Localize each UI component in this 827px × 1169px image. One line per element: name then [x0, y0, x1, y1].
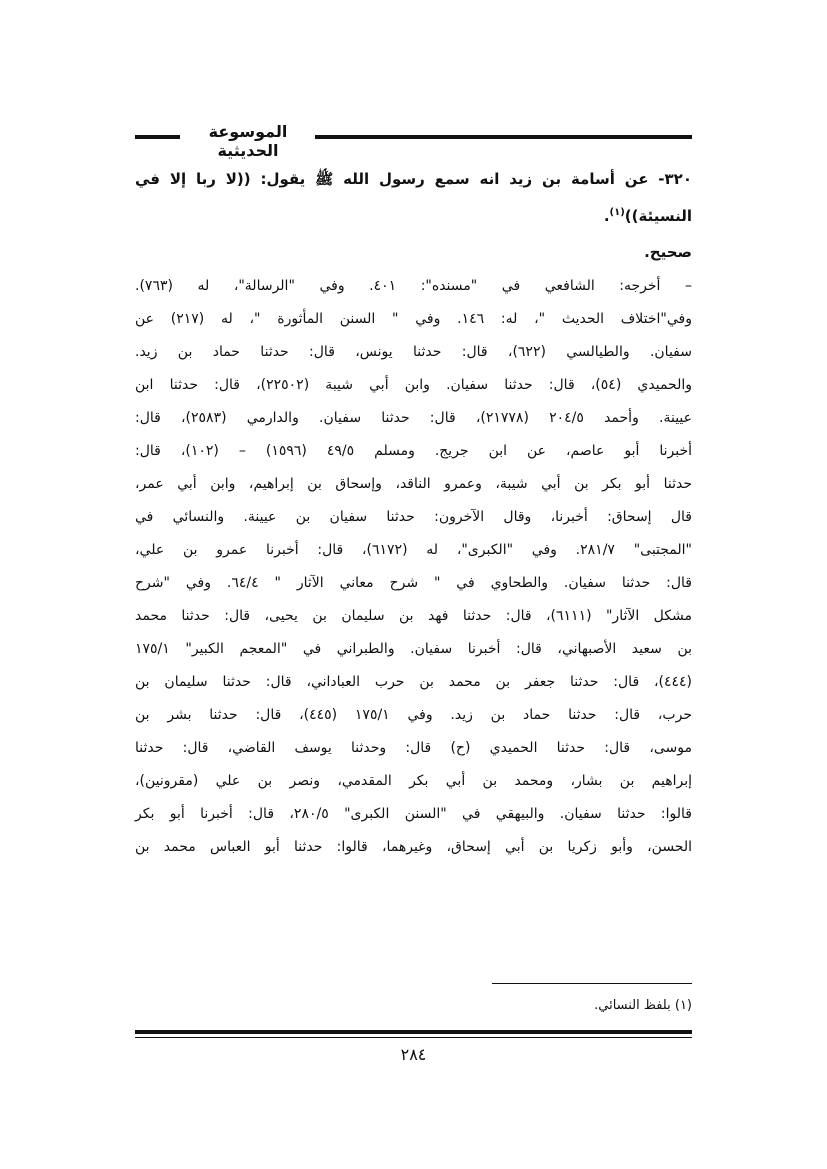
hadith-line-2	[135, 196, 692, 233]
footnote-ref: (١)	[609, 207, 625, 218]
running-header	[135, 122, 692, 160]
body-line: عيينة. وأحمد ٢٠٤/٥ (٢١٧٧٨)، قال: حدثنا سفيان. والدارمي (٢٥٨٣)، قال:	[135, 410, 692, 426]
body-line: "المجتبى" ٢٨١/٧. وفي "الكبرى"، له (٦١٧٢)، قال: أخبرنا عمرو بن علي،	[135, 542, 692, 558]
body-line: حرب، قال: حدثنا حماد بن زيد. وفي ١٧٥/١ (٤٤٥)، قال: حدثنا بشر بن	[135, 707, 692, 723]
body-line: قالوا: حدثنا سفيان. والبيهقي في "السنن الكبرى" ٢٨٠/٥، قال: أخبرنا أبو بكر	[135, 806, 692, 822]
footer-rule-thin	[135, 1037, 692, 1038]
header-rule-left	[135, 135, 180, 139]
body-line: (٤٤٤)، قال: حدثنا جعفر بن محمد بن حرب العباداني، قال: حدثنا سليمان بن	[135, 674, 692, 690]
body-line: مشكل الآثار" (٦١١١)، قال: حدثنا فهد بن سليمان بن يحيى، قال: حدثنا محمد	[135, 608, 692, 624]
footnote-separator	[492, 983, 692, 984]
body-line: قال إسحاق: أخبرنا، وقال الآخرون: حدثنا سفيان بن عيينة. والنسائي في	[135, 509, 692, 525]
body-line: – أخرجه: الشافعي في "مسنده": ٤٠١. وفي "الرسالة"، له (٧٦٣).	[135, 278, 692, 294]
body-line: موسى، قال: حدثنا الحميدي (ح) قال: وحدثنا يوسف القاضي، قال: حدثنا	[135, 740, 692, 756]
body-line: إبراهيم بن بشار، ومحمد بن أبي بكر المقدمي، ونصر بن علي (مقرونين)،	[135, 773, 692, 789]
header-title: الموسوعة الحديثية	[208, 122, 288, 160]
takhrij-body	[135, 270, 692, 864]
body-line: الحسن، وأبو زكريا بن أبي إسحاق، وغيرهما، قالوا: حدثنا أبو العباس محمد بن	[135, 839, 692, 855]
body-line: والحميدي (٥٤)، قال: حدثنا سفيان. وابن أبي شيبة (٢٢٥٠٢)، قال: حدثنا ابن	[135, 377, 692, 393]
hadith-line-1: ٣٢٠- عن أسامة بن زيد انه سمع رسول الله ﷺ يقول: ((لا ربا إلا في	[135, 170, 692, 188]
hadith-line-2-text: النسيئة))	[624, 207, 692, 225]
body-line: بن سعيد الأصبهاني، قال: أخبرنا سفيان. والطبراني في "المعجم الكبير" ١٧٥/١	[135, 641, 692, 657]
body-line: وفي"اختلاف الحديث "، له: ١٤٦. وفي " السنن المأثورة "، له (٢١٧) عن	[135, 311, 692, 327]
body-line: أخبرنا أبو عاصم، عن ابن جريج. ومسلم ٤٩/٥ (١٥٩٦) – (١٠٢)، قال:	[135, 443, 693, 459]
hadith-line-2-end: .	[603, 207, 610, 225]
body-line: سفيان. والطيالسي (٦٢٢)، قال: حدثنا يونس، قال: حدثنا حماد بن زيد.	[135, 344, 692, 360]
hadith-grade: صحيح.	[644, 243, 692, 261]
footnote: (١) بلفظ النسائي.	[594, 998, 692, 1013]
body-line: قال: حدثنا سفيان. والطحاوي في " شرح معاني الآثار " ٦٤/٤. وفي "شرح	[135, 575, 693, 591]
footer-rule-thick	[135, 1030, 692, 1034]
page-number: ٢٨٤	[400, 1045, 427, 1064]
hadith-text	[135, 163, 692, 233]
body-line: حدثنا أبو بكر بن أبي شيبة، وعمرو الناقد، وإسحاق بن إبراهيم، وابن أبي عمر،	[135, 476, 692, 492]
header-rule-right	[315, 135, 692, 139]
